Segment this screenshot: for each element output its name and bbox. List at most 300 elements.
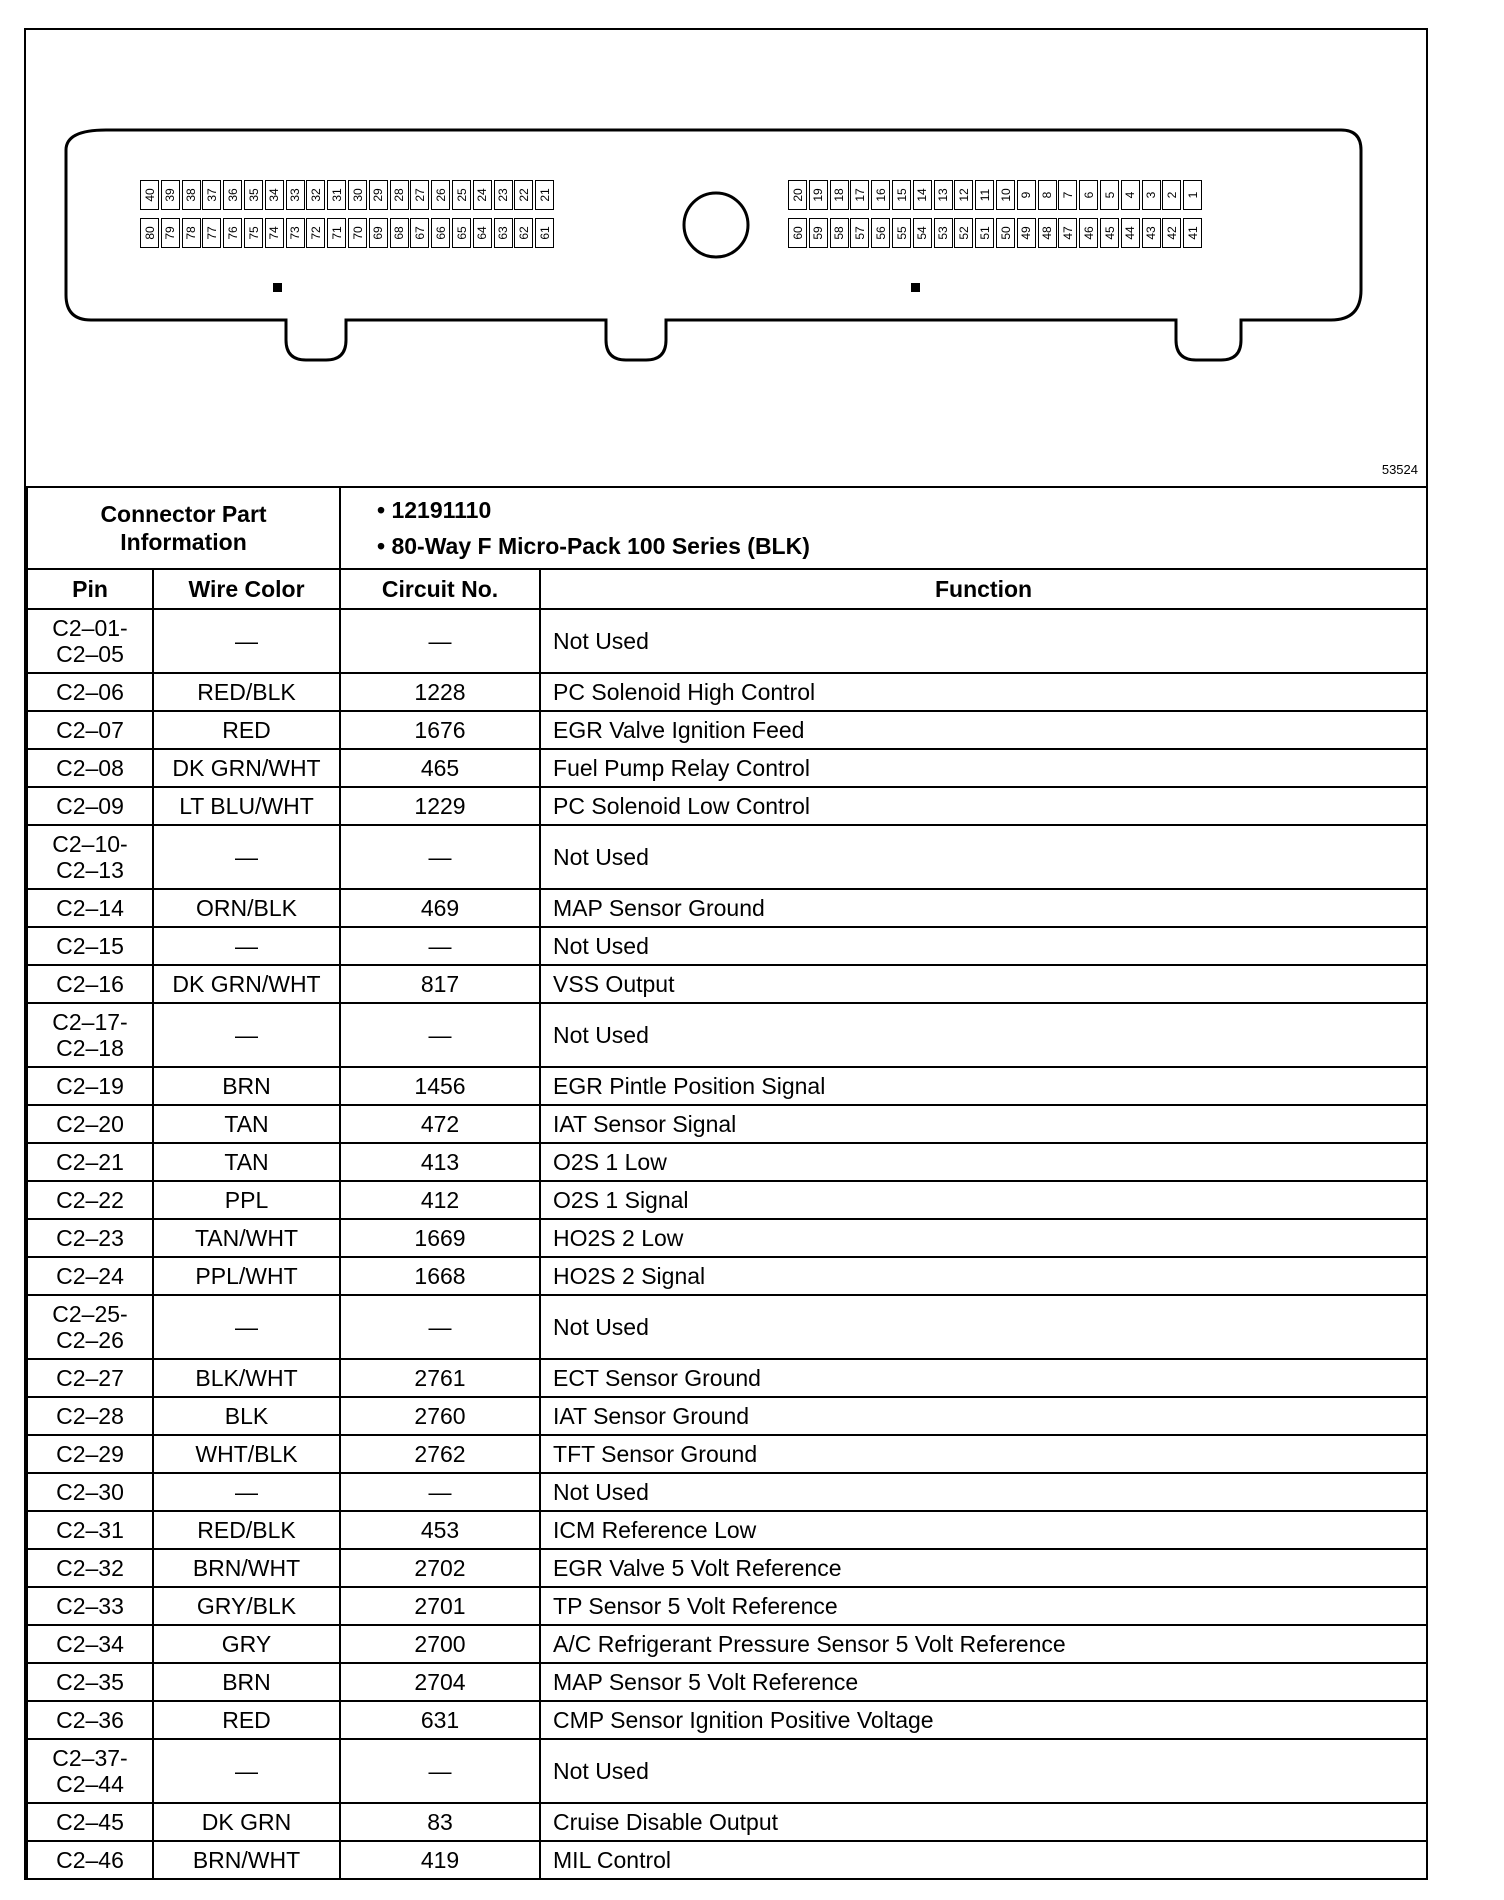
function-cell: O2S 1 Signal xyxy=(540,1181,1427,1219)
table-row xyxy=(27,1435,1427,1473)
pin-cell xyxy=(1079,218,1098,248)
pin-number: 42 xyxy=(1164,226,1179,240)
circuit-cell: — xyxy=(340,609,540,673)
wire-color-cell: DK GRN xyxy=(153,1803,340,1841)
pin-cell xyxy=(1100,180,1119,210)
pin-number: 11 xyxy=(977,188,992,202)
pin-cell xyxy=(535,218,554,248)
pin-cell xyxy=(390,180,409,210)
header-function: Function xyxy=(540,569,1427,609)
pin-number: 56 xyxy=(873,226,888,240)
pin-number: 22 xyxy=(516,188,531,202)
pin-cell-text: C2–33 xyxy=(27,1587,153,1625)
function-cell: Not Used xyxy=(540,825,1427,889)
function-cell: Not Used xyxy=(540,1003,1427,1067)
pin-cell xyxy=(975,218,994,248)
pin-cell xyxy=(369,218,388,248)
header-circuit: Circuit No. xyxy=(340,569,540,609)
pin-number: 41 xyxy=(1185,226,1200,240)
pin-cell-text: C2–31 xyxy=(27,1511,153,1549)
function-cell: Not Used xyxy=(540,1473,1427,1511)
pin-cell-text: C2–19 xyxy=(27,1067,153,1105)
circuit-cell: 2760 xyxy=(340,1397,540,1435)
wire-color-cell: LT BLU/WHT xyxy=(153,787,340,825)
pin-cell xyxy=(788,218,807,248)
pin-cell xyxy=(975,180,994,210)
pin-number: 16 xyxy=(873,188,888,202)
pin-cell xyxy=(996,180,1015,210)
table-row xyxy=(27,1397,1427,1435)
pin-cell-text: C2–45 xyxy=(27,1803,153,1841)
pin-cell xyxy=(431,218,450,248)
pin-number: 58 xyxy=(832,226,847,240)
pin-number: 77 xyxy=(204,226,219,240)
table-row xyxy=(27,609,1427,673)
wire-color-cell: BLK/WHT xyxy=(153,1359,340,1397)
function-cell: Cruise Disable Output xyxy=(540,1803,1427,1841)
circuit-cell: 1229 xyxy=(340,787,540,825)
pin-cell xyxy=(1162,218,1181,248)
pin-number: 3 xyxy=(1144,191,1159,199)
pin-cell xyxy=(830,180,849,210)
pin-number: 7 xyxy=(1060,191,1075,199)
circuit-cell: — xyxy=(340,1003,540,1067)
table-row xyxy=(27,965,1427,1003)
pin-number: 35 xyxy=(246,188,261,202)
function-cell: Not Used xyxy=(540,927,1427,965)
circuit-cell: 413 xyxy=(340,1143,540,1181)
pin-number: 75 xyxy=(246,226,261,240)
table-row xyxy=(27,1359,1427,1397)
pin-cell-text: C2–46 xyxy=(27,1841,153,1879)
header-wire-color: Wire Color xyxy=(153,569,340,609)
circuit-cell: 412 xyxy=(340,1181,540,1219)
wire-color-cell: BRN/WHT xyxy=(153,1841,340,1879)
pin-cell-text: C2–29 xyxy=(27,1435,153,1473)
pin-number: 69 xyxy=(371,226,386,240)
function-cell: IAT Sensor Ground xyxy=(540,1397,1427,1435)
pin-number: 19 xyxy=(811,188,826,202)
pin-number: 37 xyxy=(204,188,219,202)
pin-number: 50 xyxy=(998,226,1013,240)
circuit-cell: 419 xyxy=(340,1841,540,1879)
pin-cell xyxy=(161,180,180,210)
wire-color-cell: GRY/BLK xyxy=(153,1587,340,1625)
table-row xyxy=(27,1295,1427,1359)
pin-number: 61 xyxy=(537,226,552,240)
function-cell: EGR Pintle Position Signal xyxy=(540,1067,1427,1105)
pin-number: 80 xyxy=(142,226,157,240)
pin-number: 68 xyxy=(392,226,407,240)
wire-color-cell: PPL xyxy=(153,1181,340,1219)
pin-number: 20 xyxy=(790,188,805,202)
wire-color-cell: DK GRN/WHT xyxy=(153,749,340,787)
table-row xyxy=(27,1803,1427,1841)
pin-cell xyxy=(996,218,1015,248)
pin-number: 13 xyxy=(936,188,951,202)
pin-number: 12 xyxy=(956,188,971,202)
pin-cell xyxy=(1017,180,1036,210)
pin-number: 38 xyxy=(184,188,199,202)
pin-cell xyxy=(306,218,325,248)
table-row xyxy=(27,1701,1427,1739)
function-cell: MIL Control xyxy=(540,1841,1427,1879)
pin-cell-text: C2–20 xyxy=(27,1105,153,1143)
pin-cell xyxy=(410,180,429,210)
pin-number: 26 xyxy=(433,188,448,202)
pin-number: 5 xyxy=(1102,191,1117,199)
pin-cell xyxy=(286,180,305,210)
pin-cell-text: C2–35 xyxy=(27,1663,153,1701)
pin-number: 62 xyxy=(516,226,531,240)
pin-cell xyxy=(1038,180,1057,210)
pin-number: 49 xyxy=(1019,226,1034,240)
pin-number: 44 xyxy=(1123,226,1138,240)
table-row xyxy=(27,825,1427,889)
wire-color-cell: — xyxy=(153,1295,340,1359)
wire-color-cell: — xyxy=(153,609,340,673)
pin-cell xyxy=(850,218,869,248)
pin-number: 46 xyxy=(1081,226,1096,240)
pin-cell-text: C2–07 xyxy=(27,711,153,749)
circuit-cell: 1676 xyxy=(340,711,540,749)
function-cell: O2S 1 Low xyxy=(540,1143,1427,1181)
pin-cell xyxy=(1121,218,1140,248)
pin-number: 66 xyxy=(433,226,448,240)
document-frame xyxy=(24,28,1428,1880)
pin-cell xyxy=(514,180,533,210)
pin-cell xyxy=(934,180,953,210)
pin-cell xyxy=(913,180,932,210)
function-cell: Fuel Pump Relay Control xyxy=(540,749,1427,787)
connector-info-label: Connector Part Information xyxy=(27,487,340,569)
function-cell: Not Used xyxy=(540,1295,1427,1359)
pin-cell xyxy=(1142,218,1161,248)
wire-color-cell: — xyxy=(153,1739,340,1803)
wire-color-cell: — xyxy=(153,1473,340,1511)
circuit-cell: 1456 xyxy=(340,1067,540,1105)
pin-cell xyxy=(327,180,346,210)
pin-cell-text: C2–23 xyxy=(27,1219,153,1257)
pin-cell xyxy=(140,218,159,248)
circuit-cell: 472 xyxy=(340,1105,540,1143)
circuit-cell: 1228 xyxy=(340,673,540,711)
table-row xyxy=(27,1105,1427,1143)
pin-number: 6 xyxy=(1081,191,1096,199)
pin-number: 79 xyxy=(163,226,178,240)
pin-cell xyxy=(286,218,305,248)
pin-cell-text: C2–30 xyxy=(27,1473,153,1511)
pin-number: 39 xyxy=(163,188,178,202)
pin-number: 63 xyxy=(496,226,511,240)
pin-cell xyxy=(788,180,807,210)
function-cell: EGR Valve Ignition Feed xyxy=(540,711,1427,749)
pin-cell xyxy=(244,180,263,210)
table-row xyxy=(27,1663,1427,1701)
pin-cell xyxy=(202,218,221,248)
circuit-cell: 469 xyxy=(340,889,540,927)
function-cell: Not Used xyxy=(540,1739,1427,1803)
pin-cell xyxy=(514,218,533,248)
pin-number: 21 xyxy=(537,188,552,202)
wire-color-cell: — xyxy=(153,825,340,889)
function-cell: ICM Reference Low xyxy=(540,1511,1427,1549)
pin-cell xyxy=(871,180,890,210)
wire-color-cell: BRN xyxy=(153,1663,340,1701)
wire-color-cell: GRY xyxy=(153,1625,340,1663)
pin-number: 27 xyxy=(412,188,427,202)
wire-color-cell: WHT/BLK xyxy=(153,1435,340,1473)
pin-cell xyxy=(830,218,849,248)
function-cell: MAP Sensor Ground xyxy=(540,889,1427,927)
connector-info-values xyxy=(340,487,1427,569)
function-cell: A/C Refrigerant Pressure Sensor 5 Volt Reference xyxy=(540,1625,1427,1663)
pin-cell xyxy=(913,218,932,248)
pin-cell xyxy=(892,218,911,248)
pin-cell xyxy=(1162,180,1181,210)
pin-number: 14 xyxy=(915,188,930,202)
pin-number: 55 xyxy=(894,226,909,240)
table-row xyxy=(27,1143,1427,1181)
pin-cell xyxy=(954,218,973,248)
pin-cell xyxy=(494,180,513,210)
table-row xyxy=(27,1219,1427,1257)
pin-cell-text: C2–06 xyxy=(27,673,153,711)
pin-number: 60 xyxy=(790,226,805,240)
function-cell: ECT Sensor Ground xyxy=(540,1359,1427,1397)
circuit-cell: — xyxy=(340,1473,540,1511)
function-cell: Not Used xyxy=(540,609,1427,673)
pin-number: 64 xyxy=(475,226,490,240)
pin-cell xyxy=(202,180,221,210)
pin-cell-text: C2–10- C2–13 xyxy=(27,825,153,889)
pin-number: 2 xyxy=(1164,191,1179,199)
pin-cell xyxy=(954,180,973,210)
wire-color-cell: BLK xyxy=(153,1397,340,1435)
pin-cell xyxy=(1038,218,1057,248)
wire-color-cell: TAN xyxy=(153,1105,340,1143)
key-circle xyxy=(684,193,748,257)
pin-cell-text: C2–32 xyxy=(27,1549,153,1587)
pin-cell xyxy=(1121,180,1140,210)
pin-cell xyxy=(1183,218,1202,248)
pin-cell-text: C2–34 xyxy=(27,1625,153,1663)
circuit-cell: — xyxy=(340,927,540,965)
wire-color-cell: — xyxy=(153,1003,340,1067)
circuit-cell: 83 xyxy=(340,1803,540,1841)
table-row xyxy=(27,1257,1427,1295)
pin-cell xyxy=(182,180,201,210)
pin-cell-text: C2–15 xyxy=(27,927,153,965)
pin-number: 43 xyxy=(1144,226,1159,240)
pin-cell-text: C2–08 xyxy=(27,749,153,787)
pin-cell xyxy=(348,180,367,210)
circuit-cell: 453 xyxy=(340,1511,540,1549)
table-row xyxy=(27,889,1427,927)
pin-cell xyxy=(223,180,242,210)
pin-number: 76 xyxy=(225,226,240,240)
wire-color-cell: RED/BLK xyxy=(153,1511,340,1549)
pin-cell xyxy=(161,218,180,248)
function-cell: PC Solenoid High Control xyxy=(540,673,1427,711)
function-cell: EGR Valve 5 Volt Reference xyxy=(540,1549,1427,1587)
pin-cell xyxy=(871,218,890,248)
pin-cell xyxy=(1079,180,1098,210)
pin-cell-text: C2–22 xyxy=(27,1181,153,1219)
pin-cell xyxy=(431,180,450,210)
pin-number: 36 xyxy=(225,188,240,202)
pin-number: 51 xyxy=(977,226,992,240)
pin-cell xyxy=(1100,218,1119,248)
pin-number: 23 xyxy=(496,188,511,202)
pin-number: 10 xyxy=(998,188,1013,202)
circuit-cell: 631 xyxy=(340,1701,540,1739)
table-row xyxy=(27,1181,1427,1219)
pin-number: 78 xyxy=(184,226,199,240)
part-number: • 12191110 xyxy=(377,497,492,523)
function-cell: IAT Sensor Signal xyxy=(540,1105,1427,1143)
wire-color-cell: TAN/WHT xyxy=(153,1219,340,1257)
pin-number: 40 xyxy=(142,188,157,202)
function-cell: HO2S 2 Low xyxy=(540,1219,1427,1257)
circuit-cell: 817 xyxy=(340,965,540,1003)
pin-number: 53 xyxy=(936,226,951,240)
function-cell: HO2S 2 Signal xyxy=(540,1257,1427,1295)
pin-number: 29 xyxy=(371,188,386,202)
pin-number: 59 xyxy=(811,226,826,240)
pin-number: 57 xyxy=(852,226,867,240)
pin-cell xyxy=(182,218,201,248)
circuit-cell: 1669 xyxy=(340,1219,540,1257)
pin-number: 30 xyxy=(350,188,365,202)
pin-number: 18 xyxy=(832,188,847,202)
table-row xyxy=(27,673,1427,711)
pin-cell-text: C2–14 xyxy=(27,889,153,927)
pin-number: 24 xyxy=(475,188,490,202)
pin-number: 32 xyxy=(308,188,323,202)
pin-cell xyxy=(390,218,409,248)
pinout-table xyxy=(26,486,1428,1880)
pin-number: 33 xyxy=(288,188,303,202)
pin-number: 73 xyxy=(288,226,303,240)
pin-number: 74 xyxy=(267,226,282,240)
circuit-cell: 465 xyxy=(340,749,540,787)
pin-cell xyxy=(223,218,242,248)
pin-cell xyxy=(244,218,263,248)
header-pin: Pin xyxy=(27,569,153,609)
pin-cell xyxy=(473,180,492,210)
table-row xyxy=(27,1511,1427,1549)
function-cell: VSS Output xyxy=(540,965,1427,1003)
pin-number: 31 xyxy=(329,188,344,202)
pin-cell-text: C2–09 xyxy=(27,787,153,825)
pin-number: 8 xyxy=(1040,191,1055,199)
table-row xyxy=(27,1625,1427,1663)
table-row xyxy=(27,1841,1427,1879)
pin-cell xyxy=(348,218,367,248)
pin-number: 48 xyxy=(1040,226,1055,240)
table-row xyxy=(27,927,1427,965)
circuit-cell: 2762 xyxy=(340,1435,540,1473)
marker-left xyxy=(273,283,282,292)
pin-cell xyxy=(1058,180,1077,210)
pin-cell xyxy=(140,180,159,210)
pin-cell xyxy=(934,218,953,248)
table-row xyxy=(27,749,1427,787)
pin-cell xyxy=(410,218,429,248)
wire-color-cell: TAN xyxy=(153,1143,340,1181)
pin-cell xyxy=(265,218,284,248)
pin-number: 4 xyxy=(1123,191,1138,199)
header-row xyxy=(27,569,1427,609)
wire-color-cell: BRN xyxy=(153,1067,340,1105)
wire-color-cell: DK GRN/WHT xyxy=(153,965,340,1003)
pin-cell xyxy=(1142,180,1161,210)
circuit-cell: 2701 xyxy=(340,1587,540,1625)
connector-info-row xyxy=(27,487,1427,569)
connector-diagram xyxy=(26,30,1426,486)
pin-number: 9 xyxy=(1019,191,1034,199)
pin-cell xyxy=(535,180,554,210)
table-row xyxy=(27,1473,1427,1511)
function-cell: TP Sensor 5 Volt Reference xyxy=(540,1587,1427,1625)
table-row xyxy=(27,1549,1427,1587)
pin-number: 15 xyxy=(894,188,909,202)
pin-number: 1 xyxy=(1185,191,1200,199)
wire-color-cell: ORN/BLK xyxy=(153,889,340,927)
figure-number: 53524 xyxy=(1381,462,1418,477)
pin-cell xyxy=(1058,218,1077,248)
pin-cell xyxy=(809,218,828,248)
table-row xyxy=(27,1067,1427,1105)
circuit-cell: 2702 xyxy=(340,1549,540,1587)
wire-color-cell: PPL/WHT xyxy=(153,1257,340,1295)
pin-number: 54 xyxy=(915,226,930,240)
function-cell: PC Solenoid Low Control xyxy=(540,787,1427,825)
pin-cell-text: C2–16 xyxy=(27,965,153,1003)
pin-cell-text: C2–36 xyxy=(27,1701,153,1739)
pin-cell xyxy=(452,180,471,210)
pin-number: 34 xyxy=(267,188,282,202)
wire-color-cell: BRN/WHT xyxy=(153,1549,340,1587)
pin-number: 67 xyxy=(412,226,427,240)
pin-number: 25 xyxy=(454,188,469,202)
pin-cell xyxy=(809,180,828,210)
pin-number: 45 xyxy=(1102,226,1117,240)
pin-cell-text: C2–37- C2–44 xyxy=(27,1739,153,1803)
pin-cell xyxy=(327,218,346,248)
pin-cell-text: C2–28 xyxy=(27,1397,153,1435)
circuit-cell: 2700 xyxy=(340,1625,540,1663)
wire-color-cell: RED xyxy=(153,1701,340,1739)
function-cell: CMP Sensor Ignition Positive Voltage xyxy=(540,1701,1427,1739)
pin-cell xyxy=(452,218,471,248)
pin-number: 52 xyxy=(956,226,971,240)
pin-cell xyxy=(1183,180,1202,210)
pin-cell xyxy=(473,218,492,248)
pin-cell xyxy=(892,180,911,210)
pin-number: 28 xyxy=(392,188,407,202)
table-row xyxy=(27,1003,1427,1067)
function-cell: MAP Sensor 5 Volt Reference xyxy=(540,1663,1427,1701)
circuit-cell: — xyxy=(340,1739,540,1803)
wire-color-cell: — xyxy=(153,927,340,965)
pin-number: 47 xyxy=(1060,226,1075,240)
wire-color-cell: RED/BLK xyxy=(153,673,340,711)
pin-cell xyxy=(850,180,869,210)
circuit-cell: 2704 xyxy=(340,1663,540,1701)
pin-cell-text: C2–01- C2–05 xyxy=(27,609,153,673)
